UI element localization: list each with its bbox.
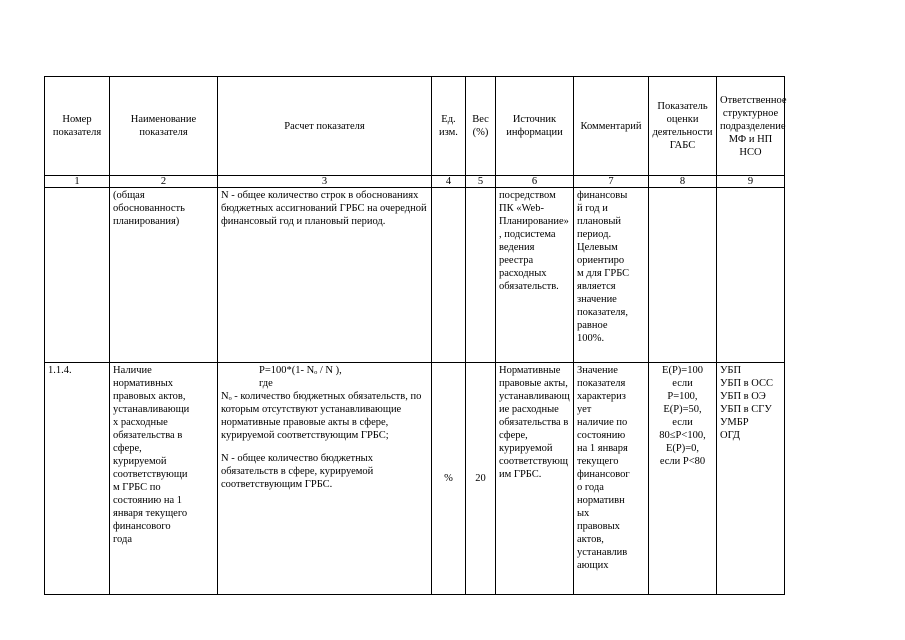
column-number: 2 [110, 176, 218, 188]
row2-calc-def2: N - общее количество бюджетных обязательств в сфере, курируемой соответствующим ГРБС. [221, 453, 374, 490]
header-unit: Ед. изм. [432, 77, 466, 176]
column-number: 6 [496, 176, 574, 188]
row2-number: 1.1.4. [45, 363, 110, 595]
row2-unit: % [432, 363, 466, 595]
row1-evaluation [649, 188, 717, 363]
row2-evaluation: E(P)=100 если P=100, E(P)=50, если 80≤P<100, E(P)=0, если P<80 [649, 363, 717, 595]
header-source: Источник информации [496, 77, 574, 176]
header-number: Номер показателя [45, 77, 110, 176]
row1-calc: N - общее количество строк в обоснованиях бюджетных ассигнований ГРБС на очередной финансовый год и плановый период. [218, 188, 432, 363]
row2-source: Нормативные правовые акты, устанавливающ ие расходные обязательства в сфере, курируемой соответствующ им ГРБС. [496, 363, 574, 595]
row1-comment: финансовы й год и плановый период. Целевым ориентиро м для ГРБС является значение показателя, равное 100%. [574, 188, 649, 363]
row2-comment: Значение показателя характериз ует наличие по состоянию на 1 января текущего финансовог о года нормативн ых правовых актов, устанавлив ающих [574, 363, 649, 595]
row2-name: Наличие нормативных правовых актов, устанавливающи х расходные обязательства в сфере, курируемой соответствующи м ГРБС по состоянию на 1 января текущего финансового года [110, 363, 218, 595]
table-row [45, 188, 785, 363]
row1-unit [432, 188, 466, 363]
column-number: 9 [717, 176, 785, 188]
row1-responsible [717, 188, 785, 363]
table-row [45, 363, 785, 595]
column-number: 3 [218, 176, 432, 188]
indicator-table [44, 76, 785, 595]
table-header-row [45, 77, 785, 176]
row1-weight [466, 188, 496, 363]
header-calc: Расчет показателя [218, 77, 432, 176]
column-number-row [45, 176, 785, 188]
row1-source: посредством ПК «Web- Планирование» , подсистема ведения реестра расходных обязательств. [496, 188, 574, 363]
row2-calc-gap [221, 442, 428, 452]
header-evaluation: Показатель оценки деятельности ГАБС [649, 77, 717, 176]
header-weight: Вес (%) [466, 77, 496, 176]
row1-name: (общая обоснованность планирования) [110, 188, 218, 363]
header-responsible: Ответственное структурное подразделение МФ и НП НСО [717, 77, 785, 176]
header-comment: Комментарий [574, 77, 649, 176]
row2-calc-def1: Nₒ - количество бюджетных обязательств, по которым отсутствуют устанавливающие нормативные правовые акты в сфере, курируемой соответствующим ГРБС; [221, 391, 422, 441]
row2-where: где [259, 378, 273, 389]
row1-number [45, 188, 110, 363]
row2-weight: 20 [466, 363, 496, 595]
row2-calc [218, 363, 432, 595]
column-number: 1 [45, 176, 110, 188]
column-number: 7 [574, 176, 649, 188]
column-number: 5 [466, 176, 496, 188]
row2-responsible: УБП УБП в ОСС УБП в ОЭ УБП в СГУ УМБР ОГД [717, 363, 785, 595]
header-name: Наименование показателя [110, 77, 218, 176]
column-number: 8 [649, 176, 717, 188]
row2-formula: P=100*(1- Nₒ / N ), [259, 365, 342, 376]
column-number: 4 [432, 176, 466, 188]
